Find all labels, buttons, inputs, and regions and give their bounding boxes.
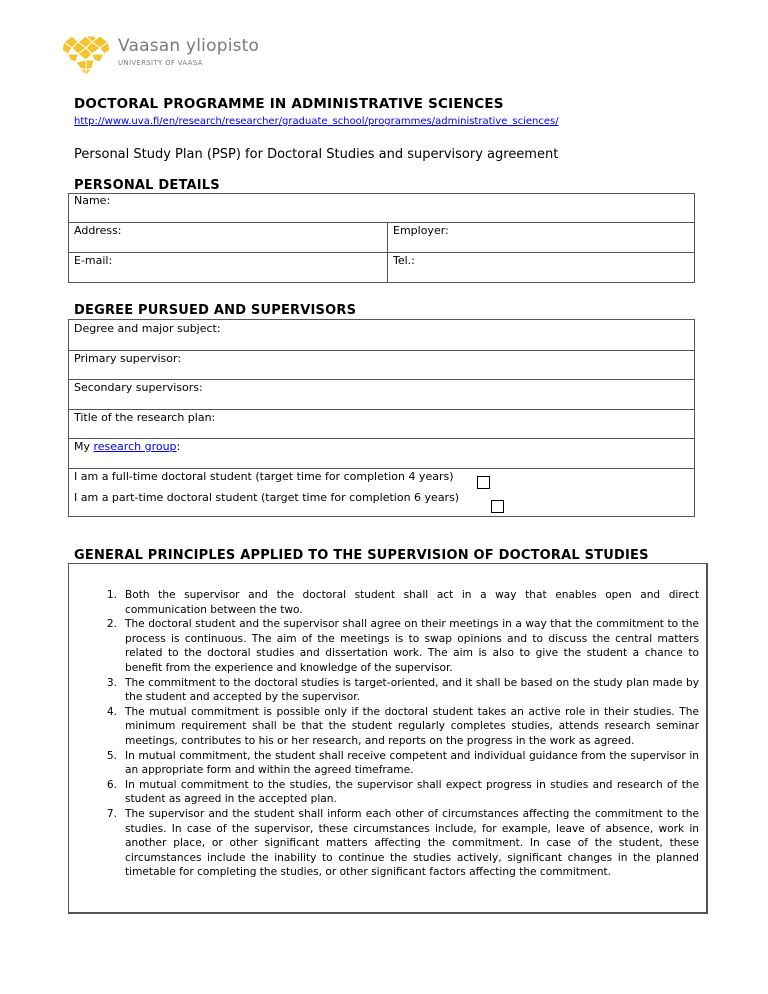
name-label: Name: xyxy=(74,194,111,207)
tel-label: Tel.: xyxy=(393,254,415,267)
primary-supervisor-label: Primary supervisor: xyxy=(74,352,182,365)
principle-item xyxy=(91,676,699,705)
logo-subtitle: UNIVERSITY OF VAASA xyxy=(118,59,203,67)
principle-number: 7. xyxy=(106,807,117,820)
principle-number: 4. xyxy=(106,705,117,718)
programme-title: DOCTORAL PROGRAMME IN ADMINISTRATIVE SCIENCES xyxy=(74,96,504,112)
address-label: Address: xyxy=(74,224,122,237)
principle-number: 6. xyxy=(106,778,117,791)
parttime-label: I am a part-time doctoral student (target time for completion 6 years) xyxy=(74,491,460,504)
logo-name: Vaasan yliopisto xyxy=(118,36,260,56)
research-group-link[interactable]: research group xyxy=(93,440,177,453)
principle-item xyxy=(91,617,699,675)
principle-text: The doctoral student and the supervisor shall agree on their meetings in a way that the commitment to the process is continuous. The aim of the meetings is to swap opinions and to discuss the central matters related to the doctoral studies and dissertation work. The aim is also to give the student a chance to benefit from the experience and knowledge of the supervisor. xyxy=(125,618,699,674)
principle-text: The commitment to the doctoral studies is target-oriented, and it shall be based on the study plan made by the student and accepted by the supervisor. xyxy=(125,676,699,704)
heart-logo-icon xyxy=(60,32,112,78)
principles-box xyxy=(68,563,708,914)
employer-label: Employer: xyxy=(393,224,449,237)
fulltime-label: I am a full-time doctoral student (target time for completion 4 years) xyxy=(74,470,454,483)
email-label: E-mail: xyxy=(74,254,113,267)
principle-text: In mutual commitment to the studies, the supervisor shall expect progress in studies and research of the student as agreed in the accepted plan. xyxy=(125,778,699,806)
major-label: Degree and major subject: xyxy=(74,322,221,335)
parttime-checkbox[interactable] xyxy=(491,500,504,513)
principle-item xyxy=(91,588,699,617)
principle-number: 3. xyxy=(106,676,117,689)
university-logo xyxy=(60,32,270,78)
principle-item xyxy=(91,778,699,807)
research-plan-title-label: Title of the research plan: xyxy=(74,411,216,424)
principle-item xyxy=(91,807,699,880)
personal-details-heading: PERSONAL DETAILS xyxy=(74,178,220,193)
research-group-label: My research group: xyxy=(74,440,181,453)
principles-list xyxy=(91,588,699,880)
principle-number: 5. xyxy=(106,749,117,762)
degree-table xyxy=(68,319,695,517)
principle-text: Both the supervisor and the doctoral student shall act in a way that enables open and direct communication between the two. xyxy=(125,589,699,616)
principle-item xyxy=(91,749,699,778)
principle-number: 2. xyxy=(106,618,117,631)
principle-text: In mutual commitment, the student shall receive competent and individual guidance from the supervisor in an appropriate form and within the agreed timeframe. xyxy=(125,749,699,777)
principle-text: The mutual commitment is possible only if the doctoral student takes an active role in their studies. The minimum requirement shall be that the student regularly completes studies, attends research seminar meetings, contributes to his or her research, and reports on the progress in the work as agreed. xyxy=(125,705,699,747)
principle-item xyxy=(91,705,699,749)
principles-heading: GENERAL PRINCIPLES APPLIED TO THE SUPERVISION OF DOCTORAL STUDIES xyxy=(74,548,649,563)
principle-number: 1. xyxy=(106,589,117,601)
programme-url-link[interactable]: http://www.uva.fi/en/research/researcher/graduate_school/programmes/administrative_sciences/ xyxy=(74,116,559,127)
secondary-supervisors-label: Secondary supervisors: xyxy=(74,381,203,394)
document-subtitle: Personal Study Plan (PSP) for Doctoral Studies and supervisory agreement xyxy=(74,147,559,162)
principle-text: The supervisor and the student shall inform each other of circumstances affecting the commitment to the studies. In case of the supervisor, these circumstances include, for example, leave of absence, work in another place, or other significant matters affecting the commitment. In case of the student, these circumstances include the inability to continue the studies actively, significant changes in the planned timetable for completing the studies, or other significant factors affecting the commitment. xyxy=(125,807,699,879)
degree-heading: DEGREE PURSUED AND SUPERVISORS xyxy=(74,303,357,318)
personal-details-table xyxy=(68,193,695,283)
fulltime-checkbox[interactable] xyxy=(477,476,490,489)
